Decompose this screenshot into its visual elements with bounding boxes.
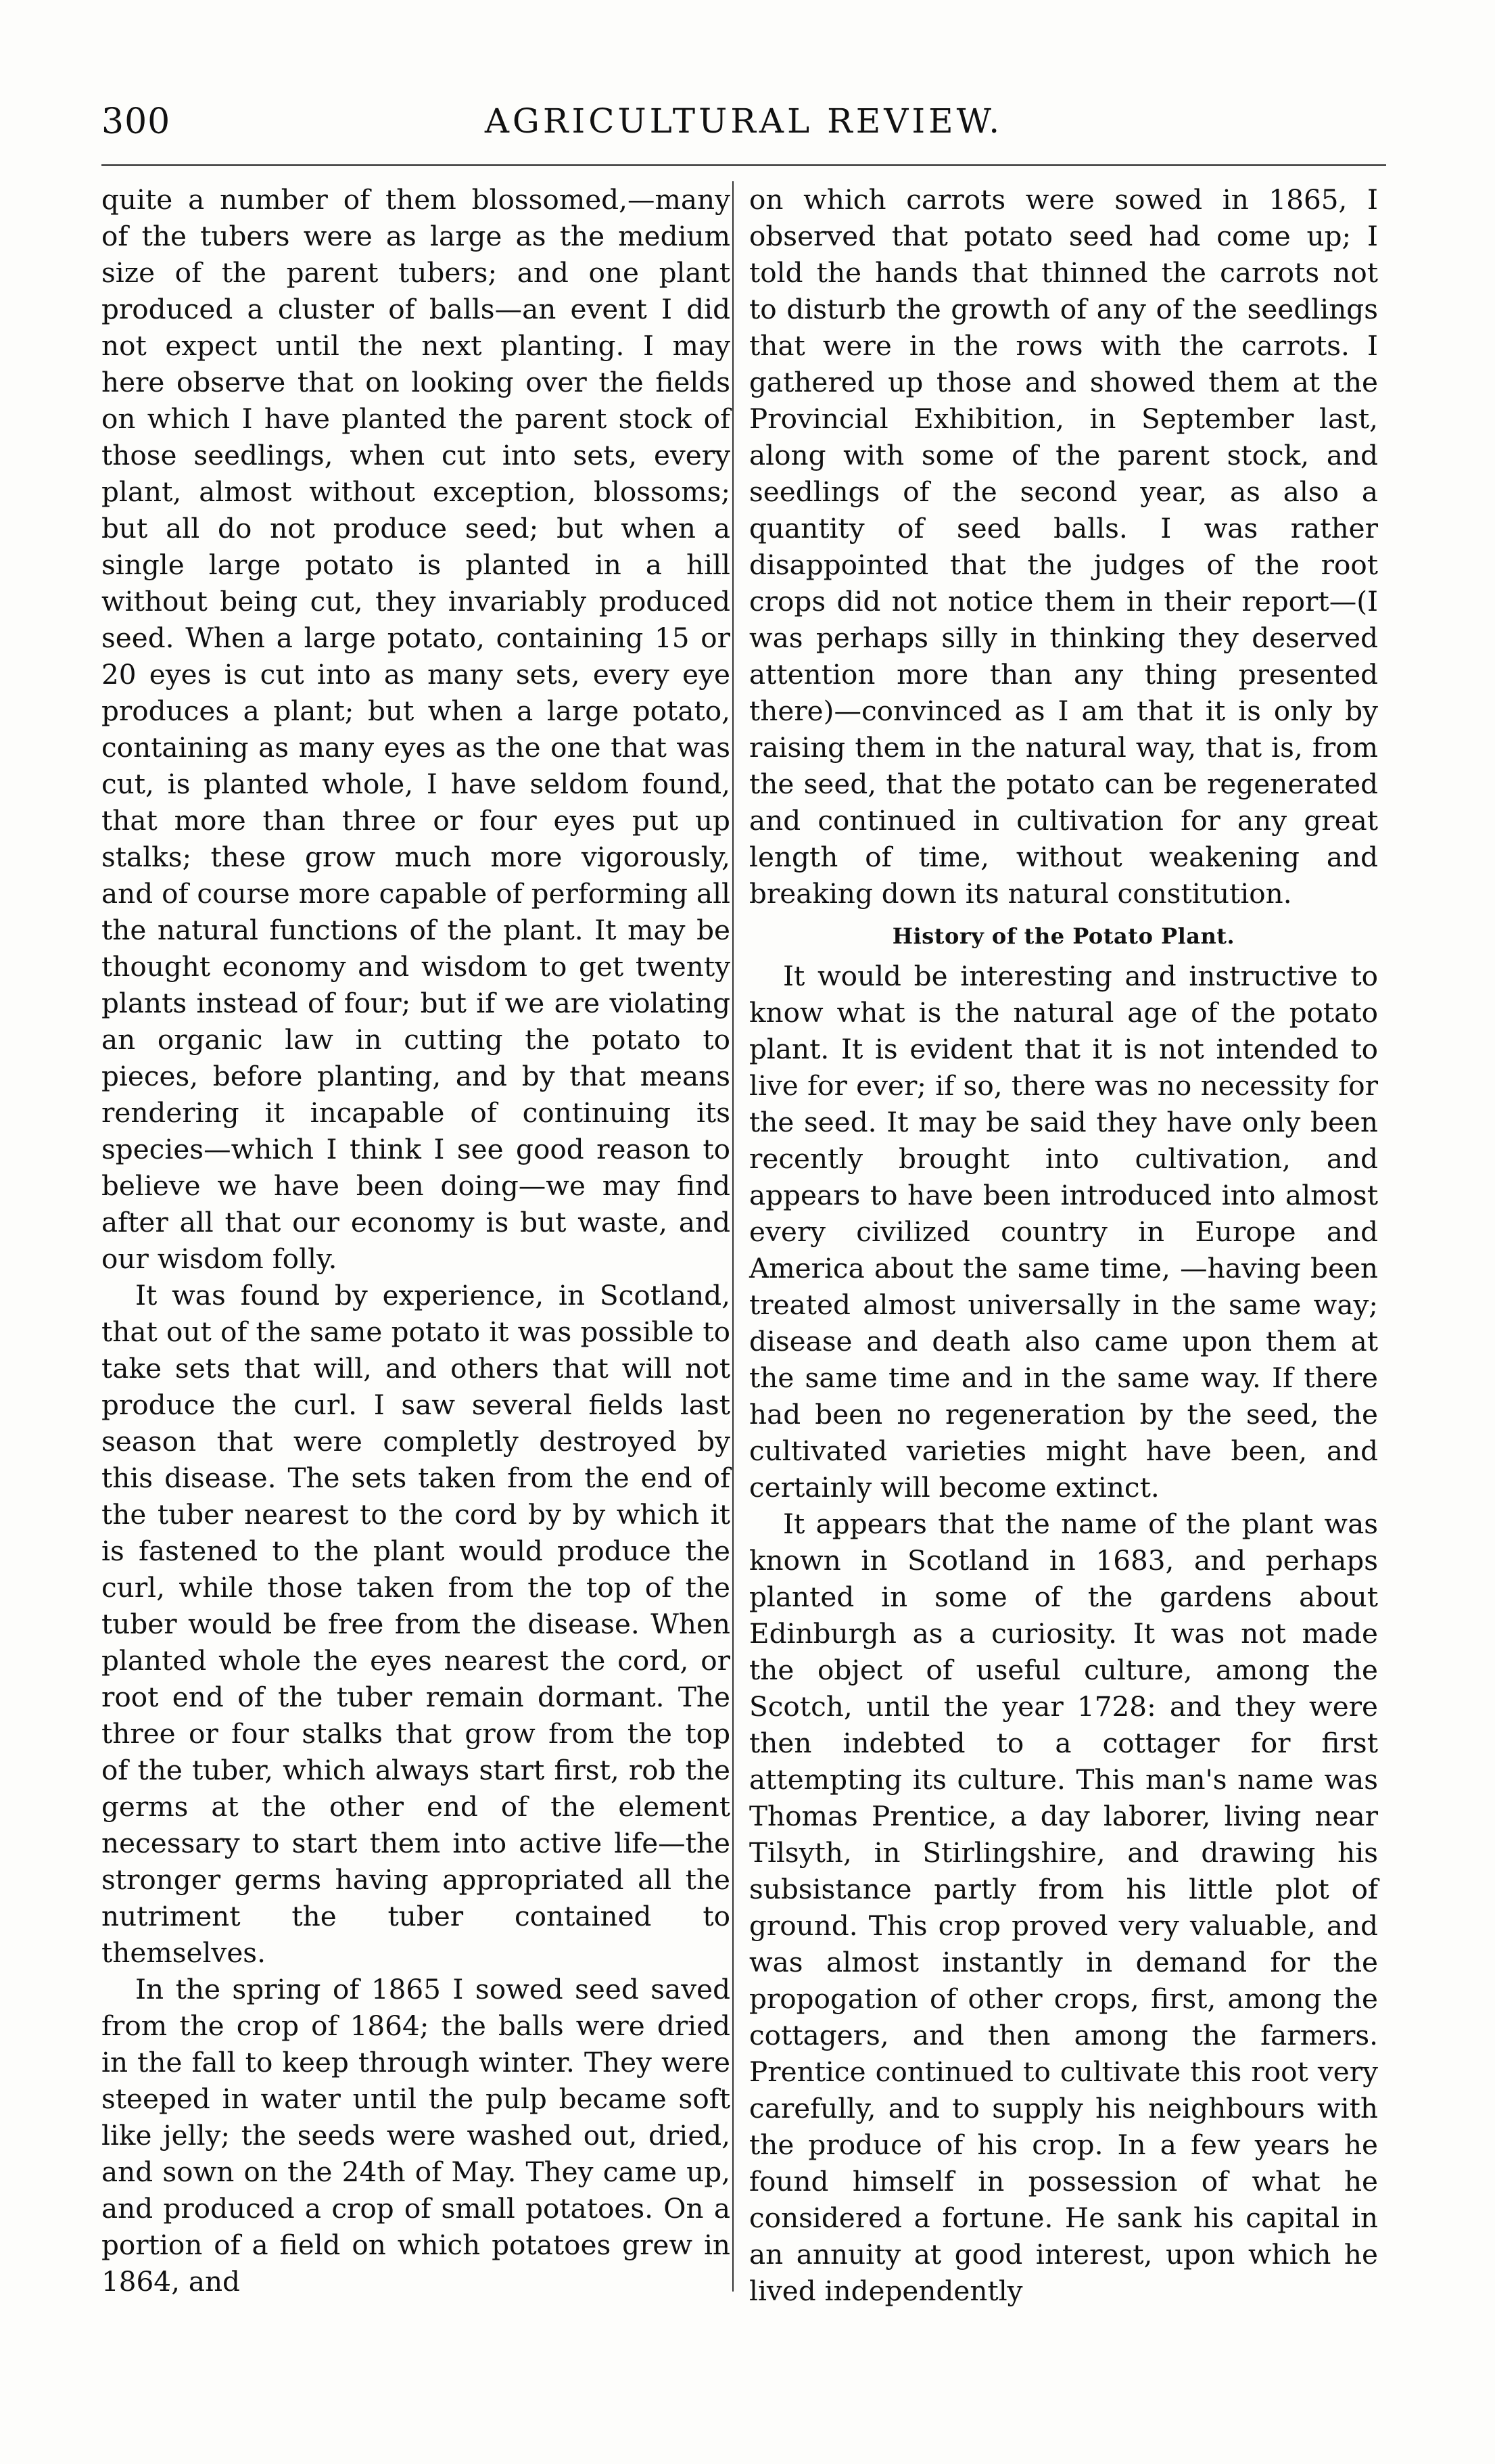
paragraph: It appears that the name of the plant was known in Scotland in 1683, and perhaps planted in some of the gardens about Edinburgh as a curiosity. It was not made the object of useful culture, among the Scotch, until the year 1728: and they were then indebted to a cottager for first attempting its culture. This man's name was Thomas Prentice, a day laborer, living near Tilsyth, in Stirlingshire, and drawing his subsistance partly from his little plot of ground. This crop proved very valuable, and was almost instantly in demand for the propogation of other crops, first, among the cottagers, and then among the farmers. Prentice continued to cultivate this root very carefully, and to supply his neighbours with the produce of his crop. In a few years he found himself in possession of what he considered a fortune. He sank his capital in an annuity at good interest, upon which he lived independently (749, 1508, 1378, 2307)
header-rule (101, 164, 1386, 166)
left-column (101, 181, 730, 2300)
section-heading: History of the Potato Plant. (892, 923, 1235, 949)
paragraph: In the spring of 1865 I sowed seed saved from the crop of 1864; the balls were dried in the fall to keep through winter. They were steeped in water until the pulp became soft like jelly; the seeds were washed out, dried, and sown on the 24th of May. They came up, and produced a crop of small potatoes. On a portion of a field on which potatoes grew in 1864, and (101, 1973, 730, 2298)
page-number: 300 (101, 101, 171, 142)
paragraph: on which carrots were sowed in 1865, I observed that potato seed had come up; I told the hands that thinned the carrots not to disturb the growth of any of the seedlings that were in the rows with the carrots. I gathered up those and showed them at the Provincial Exhibition, in September last, along with some of the parent stock, and seedlings of the second year, as also a quantity of seed balls. I was rather disappointed that the judges of the root crops did not notice them in their report—(I was perhaps silly in thinking they deserved attention more than any thing presented there)—convinced as I am that it is only by raising them in the natural way, that is, from the seed, that the potato can be regenerated and continued in cultivation for any great length of time, without weakening and breaking down its natural constitution. (749, 183, 1378, 910)
paragraph: It was found by experience, in Scotland, that out of the same potato it was possible to take sets that will, and others that will not produce the curl. I saw several fields last season that were completly destroyed by this disease. The sets taken from the end of the tuber nearest to the cord by by which it is fastened to the plant would produce the curl, while those taken from the top of the tuber would be free from the disease. When planted whole the eyes nearest the cord, or root end of the tuber remain dormant. The three or four stalks that grow from the top of the tuber, which always start first, rob the germs at the other end of the element necessary to start them into active life—the stronger germs having appropriated all the nutriment the tuber contained to themselves. (101, 1279, 730, 1969)
paragraph: quite a number of them blossomed,—many of the tubers were as large as the medium size of the parent tubers; and one plant produced a cluster of balls—an event I did not expect until the next planting. I may here observe that on looking over the fields on which I have planted the parent stock of those seedlings, when cut into sets, every plant, almost without exception, blossoms; but all do not produce seed; but when a single large potato is planted in a hill without being cut, they invariably produced seed. When a large potato, containing 15 or 20 eyes is cut into as many sets, every eye produces a plant; but when a large potato, containing as many eyes as the one that was cut, is planted whole, I have seldom found, that more than three or four eyes put up stalks; these grow much more vigorously, and of course more capable of performing all the natural functions of the plant. It may be thought economy and wisdom to get twenty plants instead of four; but if we are violating an organic law in cutting the potato to pieces, before planting, and by that means rendering it incapable of continuing its species—which I think I see good reason to believe we have been doing—we may find after all that our economy is but waste, and our wisdom folly. (101, 183, 730, 1275)
paragraph: It would be interesting and instructive to know what is the natural age of the potato plant. It is evident that it is not intended to live for ever; if so, there was no necessity for the seed. It may be said they have only been recently brought into cultivation, and appears to have been introduced into almost every civilized country in Europe and America about the same time, —having been treated almost universally in the same way; disease and death also came upon them at the same time and in the same way. If there had been no regeneration by the seed, the cultivated varieties might have been, and certainly will become extinct. (749, 960, 1378, 1504)
page-header (101, 101, 1386, 156)
running-title: AGRICULTURAL REVIEW. (484, 101, 1003, 141)
column-divider (732, 181, 734, 2292)
right-column (749, 181, 1378, 2309)
